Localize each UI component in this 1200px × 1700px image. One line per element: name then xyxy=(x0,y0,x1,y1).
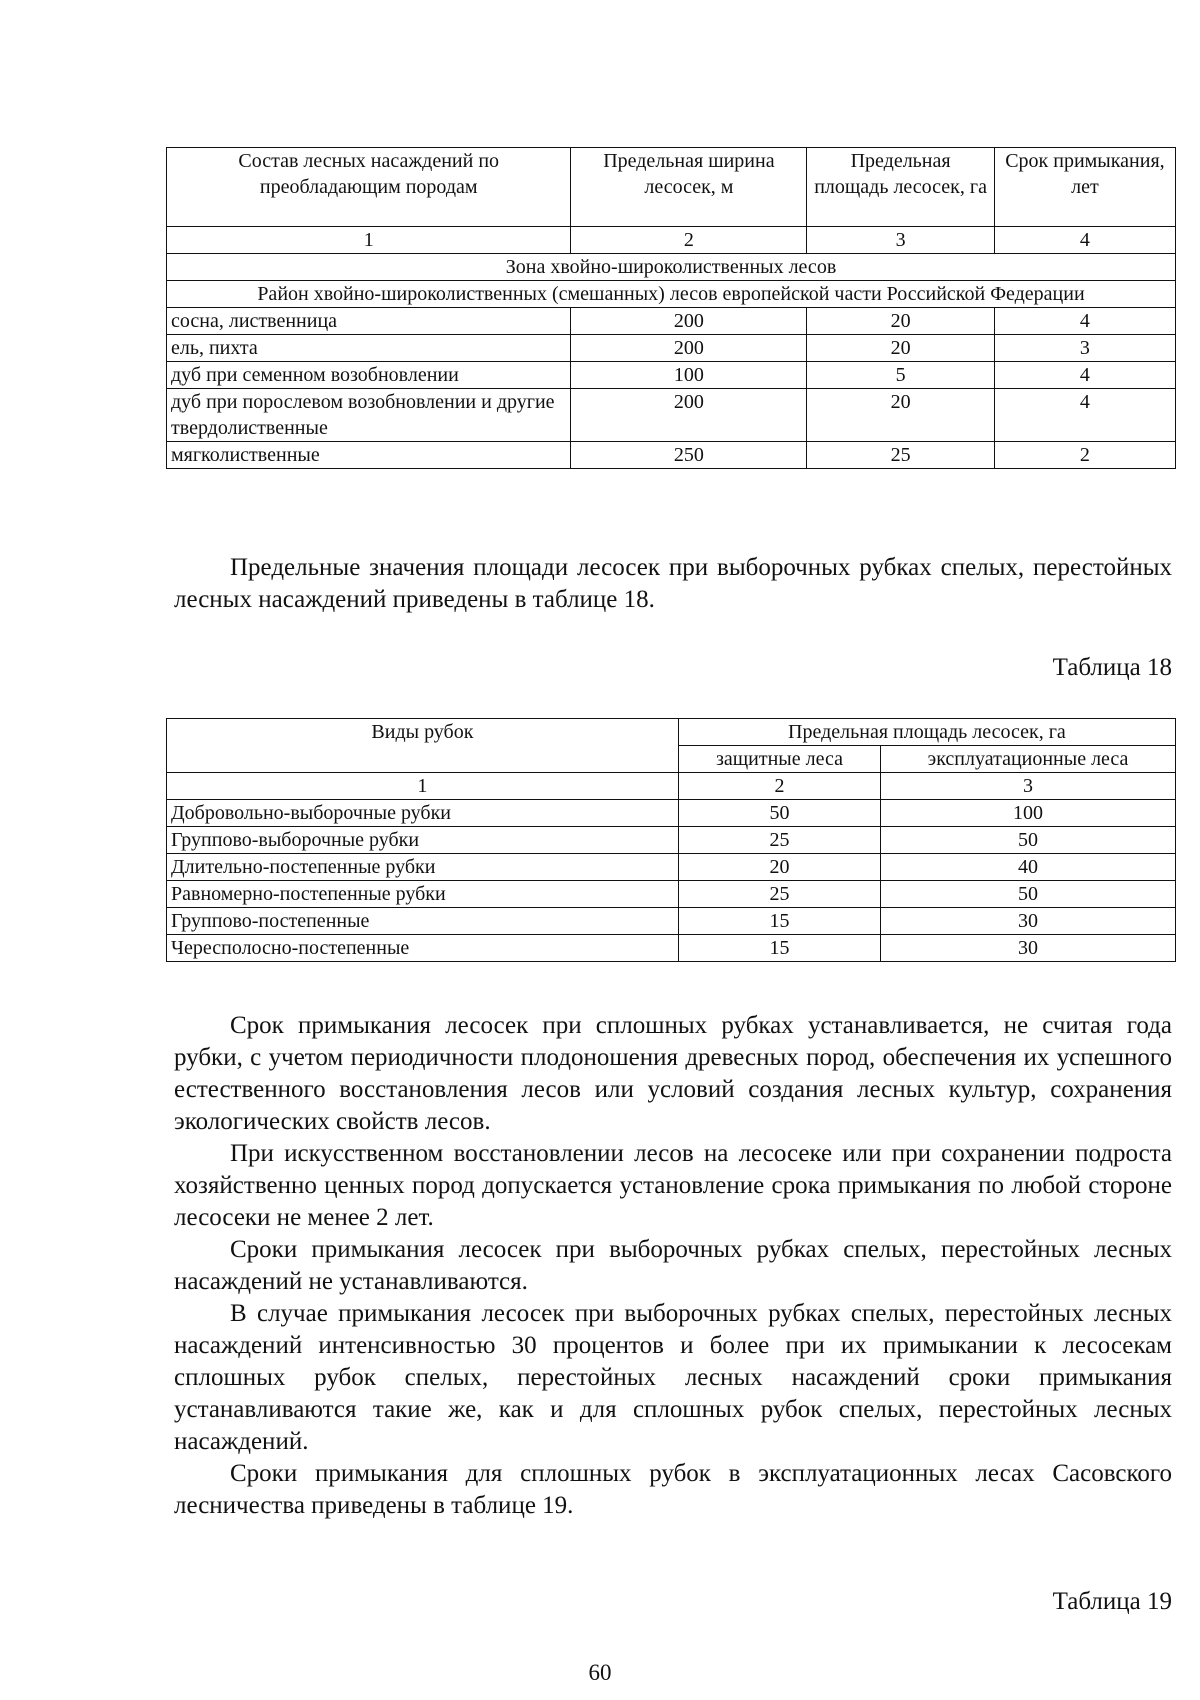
protective-cell: 25 xyxy=(678,881,880,908)
paragraph: Сроки примыкания лесосек при выборочных рубках спелых, перестойных лесных насаждений не устанавливаются. xyxy=(174,1236,1172,1295)
area-cell: 20 xyxy=(807,335,994,362)
type-cell: Равномерно-постепенные рубки xyxy=(167,881,679,908)
region-title: Район хвойно-широколиственных (смешанных) лесов европейской части Российской Федерации xyxy=(167,281,1176,308)
table-header-row xyxy=(167,148,1176,227)
species-cell: мягколиственные xyxy=(167,442,571,469)
region-row xyxy=(167,281,1176,308)
column-numbers-row xyxy=(167,227,1176,254)
area-cell: 20 xyxy=(807,389,994,442)
exploitation-cell: 50 xyxy=(881,827,1176,854)
column-numbers-row xyxy=(167,773,1176,800)
term-cell: 2 xyxy=(994,442,1175,469)
table-row xyxy=(167,389,1176,442)
header-protective: защитные леса xyxy=(678,746,880,773)
exploitation-cell: 50 xyxy=(881,881,1176,908)
intro-table-18 xyxy=(174,552,1172,616)
exploitation-cell: 100 xyxy=(881,800,1176,827)
protective-cell: 25 xyxy=(678,827,880,854)
exploitation-cell: 30 xyxy=(881,935,1176,962)
protective-cell: 15 xyxy=(678,935,880,962)
header-area: Предельная площадь лесосек, га xyxy=(807,148,994,227)
term-cell: 4 xyxy=(994,389,1175,442)
col-num: 3 xyxy=(881,773,1176,800)
type-cell: Группово-выборочные рубки xyxy=(167,827,679,854)
table-row xyxy=(167,935,1176,962)
table-18-label: Таблица 18 xyxy=(1052,654,1172,681)
term-cell: 3 xyxy=(994,335,1175,362)
type-cell: Группово-постепенные xyxy=(167,908,679,935)
header-exploitation: эксплуатационные леса xyxy=(881,746,1176,773)
area-cell: 5 xyxy=(807,362,994,389)
table-row xyxy=(167,800,1176,827)
species-cell: дуб при семенном возобновлении xyxy=(167,362,571,389)
header-term: Срок примыкания, лет xyxy=(994,148,1175,227)
species-cell: ель, пихта xyxy=(167,335,571,362)
exploitation-cell: 40 xyxy=(881,854,1176,881)
width-cell: 200 xyxy=(571,308,807,335)
col-num: 1 xyxy=(167,227,571,254)
col-num: 3 xyxy=(807,227,994,254)
species-cell: дуб при порослевом возобновлении и другие твердолиственные xyxy=(167,389,571,442)
protective-cell: 20 xyxy=(678,854,880,881)
paragraph: При искусственном восстановлении лесов на лесосеке или при сохранении подроста хозяйственно ценных пород допускается установление срока примыкания по любой стороне лесосеки не менее 2 лет. xyxy=(174,1140,1172,1231)
paragraph: Срок примыкания лесосек при сплошных рубках устанавливается, не считая года рубки, с учетом периодичности плодоношения древесных пород, обеспечения их успешного естественного восстановления лесов или условий создания лесных культур, сохранения экологических свойств лесов. xyxy=(174,1012,1172,1135)
header-width: Предельная ширина лесосек, м xyxy=(571,148,807,227)
col-num: 2 xyxy=(571,227,807,254)
term-cell: 4 xyxy=(994,362,1175,389)
species-cell: сосна, лиственница xyxy=(167,308,571,335)
table-row xyxy=(167,442,1176,469)
table-row xyxy=(167,827,1176,854)
paragraph: В случае примыкания лесосек при выборочных рубках спелых, перестойных лесных насаждений интенсивностью 30 процентов и более при их примыкании к лесосекам сплошных рубок спелых, перестойных лесных насаждений сроки примыкания устанавливаются такие же, как и для сплошных рубок спелых, перестойных лесных насаждений. xyxy=(174,1300,1172,1455)
header-type: Виды рубок xyxy=(167,719,679,773)
type-cell: Добровольно-выборочные рубки xyxy=(167,800,679,827)
area-cell: 20 xyxy=(807,308,994,335)
exploitation-cell: 30 xyxy=(881,908,1176,935)
width-cell: 200 xyxy=(571,389,807,442)
table-17 xyxy=(166,147,1176,469)
col-num: 1 xyxy=(167,773,679,800)
table-row xyxy=(167,881,1176,908)
table-row xyxy=(167,362,1176,389)
protective-cell: 15 xyxy=(678,908,880,935)
type-cell: Чересполосно-постепенные xyxy=(167,935,679,962)
header-species: Состав лесных насаждений по преобладающим породам xyxy=(167,148,571,227)
table-row xyxy=(167,335,1176,362)
table-18 xyxy=(166,718,1176,962)
term-cell: 4 xyxy=(994,308,1175,335)
width-cell: 200 xyxy=(571,335,807,362)
col-num: 2 xyxy=(678,773,880,800)
zone-row xyxy=(167,254,1176,281)
table-row xyxy=(167,308,1176,335)
width-cell: 250 xyxy=(571,442,807,469)
table-header-row xyxy=(167,719,1176,746)
header-area: Предельная площадь лесосек, га xyxy=(678,719,1175,746)
width-cell: 100 xyxy=(571,362,807,389)
paragraph: Сроки примыкания для сплошных рубок в эксплуатационных лесах Сасовского лесничества приведены в таблице 19. xyxy=(174,1460,1172,1519)
type-cell: Длительно-постепенные рубки xyxy=(167,854,679,881)
protective-cell: 50 xyxy=(678,800,880,827)
area-cell: 25 xyxy=(807,442,994,469)
table-19-label: Таблица 19 xyxy=(1052,1588,1172,1615)
page-number: 60 xyxy=(588,1660,612,1685)
table-row xyxy=(167,854,1176,881)
paragraph: Предельные значения площади лесосек при выборочных рубках спелых, перестойных лесных насаждений приведены в таблице 18. xyxy=(174,554,1172,613)
body-text xyxy=(174,1010,1172,1522)
table-row xyxy=(167,908,1176,935)
col-num: 4 xyxy=(994,227,1175,254)
zone-title: Зона хвойно-широколиственных лесов xyxy=(167,254,1176,281)
